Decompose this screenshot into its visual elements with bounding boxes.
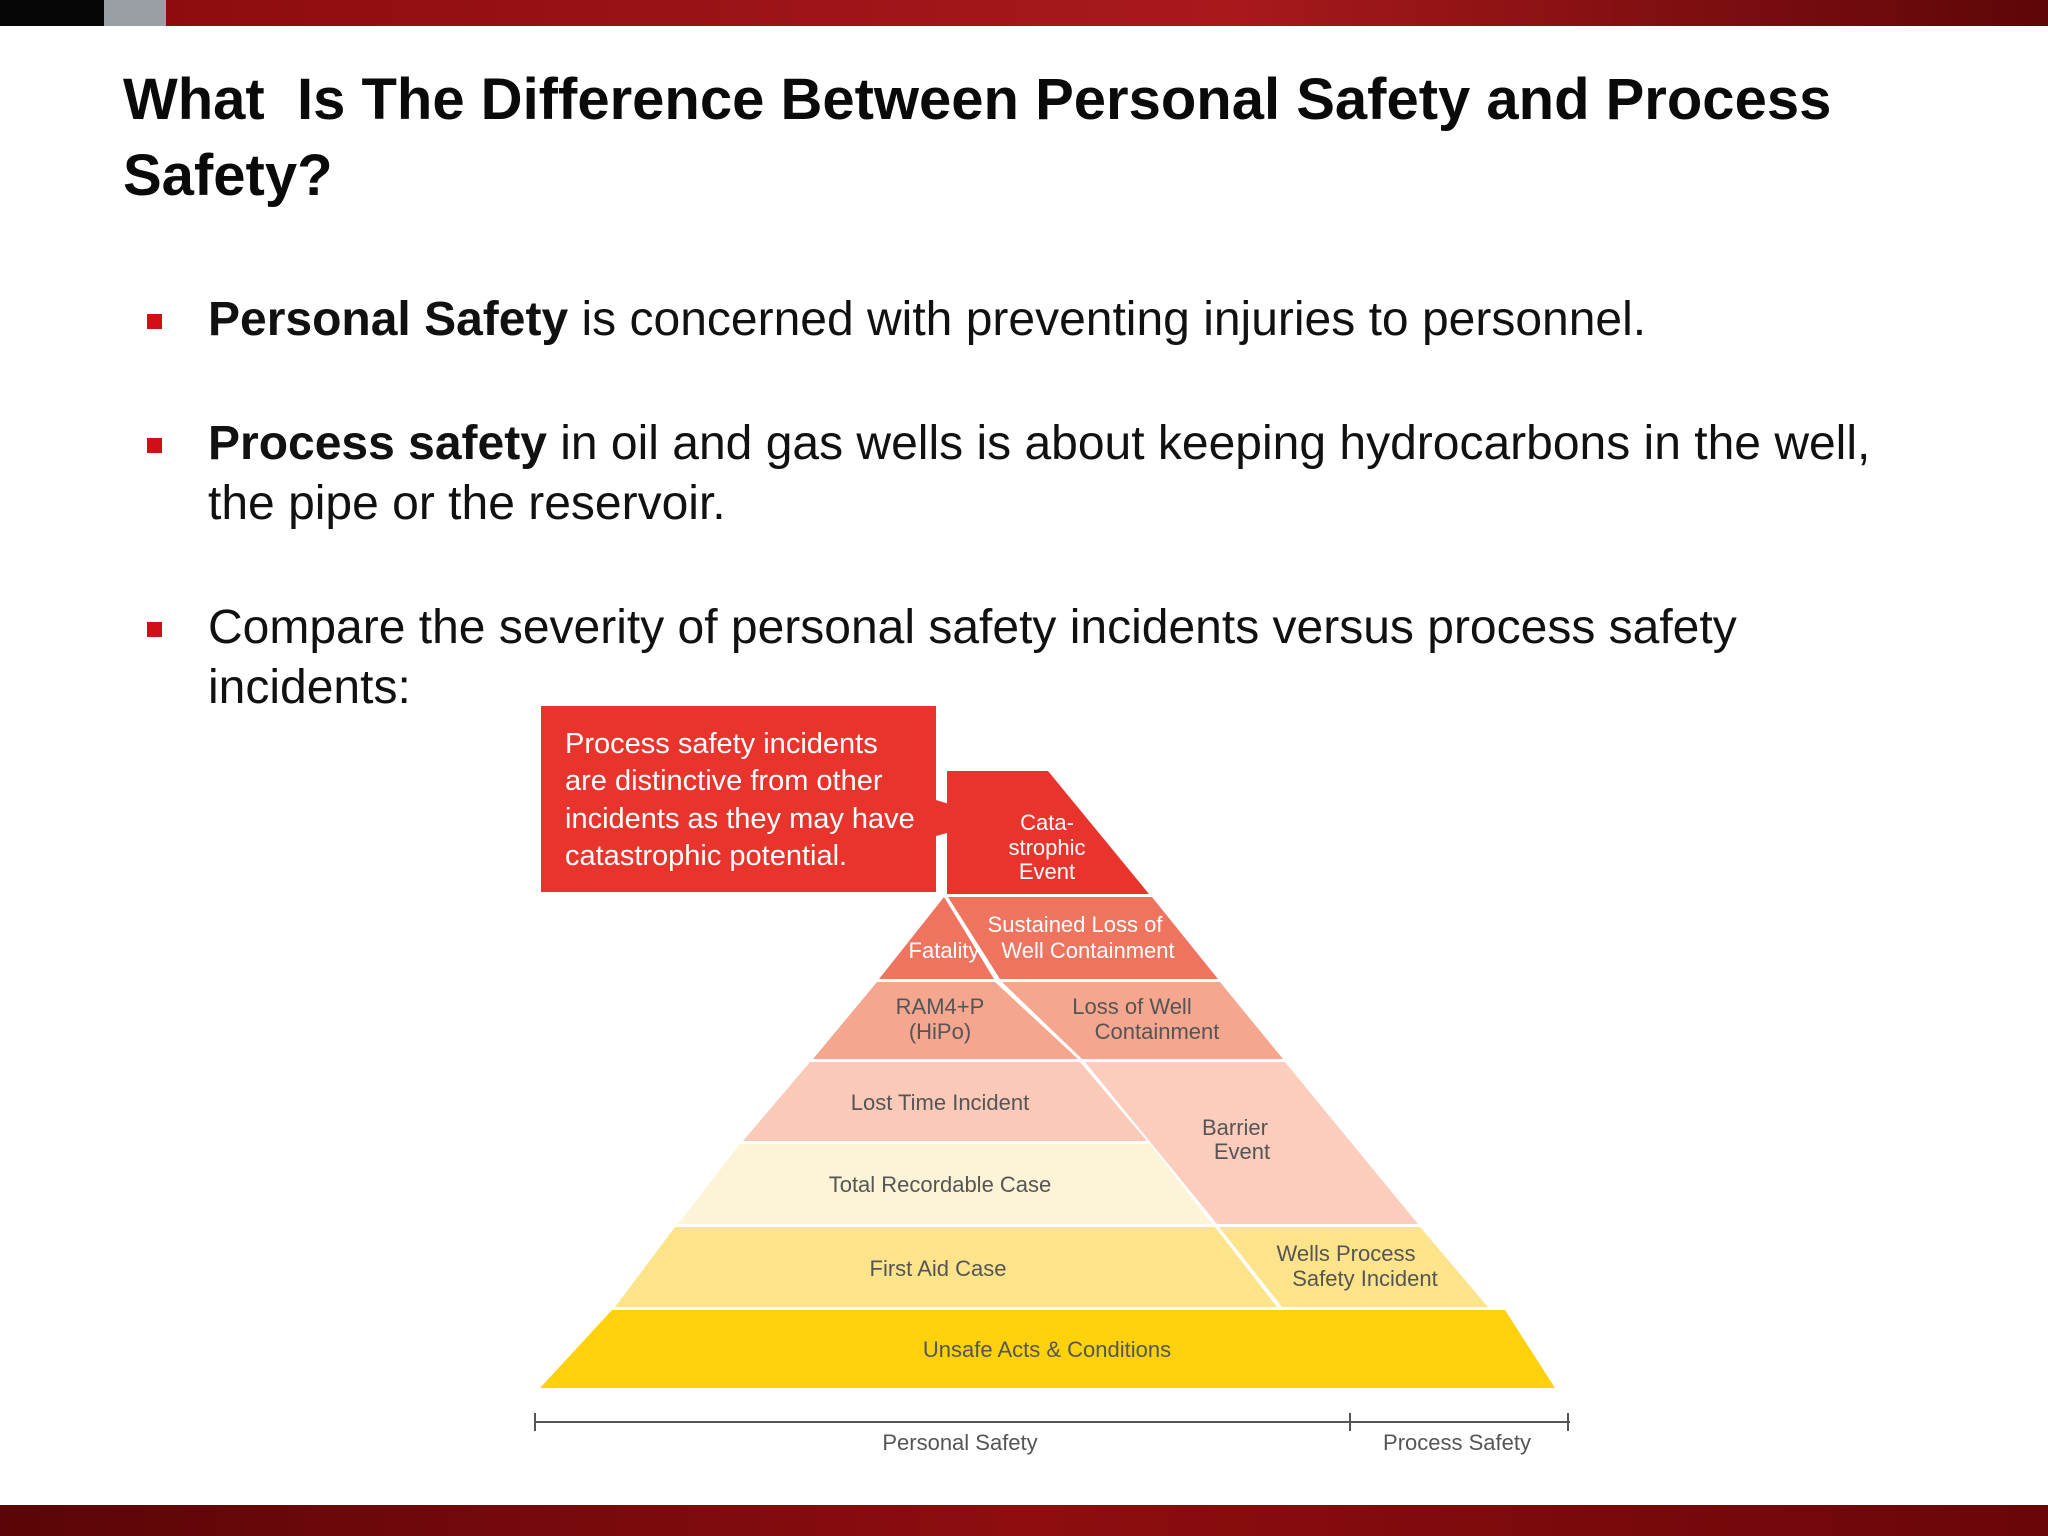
bullet-text: is concerned with preventing injuries to personnel. [568,293,1647,346]
axis-label-process-safety: Process Safety [1383,1430,1531,1455]
label-barrier-line: Event [1213,1139,1271,1164]
top-bar [0,0,2048,26]
bullet-process-safety [208,414,1928,534]
bullet-bold-term: Process safety [208,417,547,470]
axis-label-personal-safety: Personal Safety [882,1430,1038,1455]
label-first-aid: First Aid Case [869,1256,1007,1281]
bullet-personal-safety [208,290,1928,350]
slide-title: What Is The Difference Between Personal Safety and Process Safety? [123,67,1848,208]
bullet-text: Compare the severity of personal safety incidents versus process safety incidents: [208,601,1737,714]
bullet-text: in oil and gas wells is about keeping hydrocarbons in the well, the pipe or the reservoir. [208,417,1871,530]
callout-line: Process safety incidents [565,728,878,760]
callout-line: are distinctive from other [565,765,883,797]
label-ram-line: (HiPo) [908,1019,972,1044]
bullet-bold-term: Personal Safety [208,293,569,346]
top-bar-gray-block [104,0,166,26]
bullet-square-icon [147,314,162,329]
label-unsafe: Unsafe Acts & Conditions [922,1337,1172,1362]
label-loss-line: Loss of Well [1072,994,1192,1019]
label-total-recordable: Total Recordable Case [828,1172,1052,1197]
label-fatality: Fatality [908,938,980,963]
apex-label-line: Event [1018,859,1076,884]
apex-label-line: strophic [1008,835,1086,860]
label-barrier-line: Barrier [1201,1115,1269,1140]
bottom-bar [0,1505,2048,1536]
callout-line: incidents as they may have [565,803,915,835]
label-loss-line: Containment [1094,1019,1220,1044]
label-wells-line: Safety Incident [1292,1266,1438,1291]
label-lost-time: Lost Time Incident [850,1090,1030,1115]
label-wells-line: Wells Process [1276,1241,1416,1266]
top-bar-black-block [0,0,104,26]
label-sustained-line: Well Containment [1001,938,1175,963]
safety-pyramid-diagram [520,700,1580,1470]
bullet-square-icon [147,622,162,637]
apex-label-line: Cata- [1020,810,1074,835]
label-ram-line: RAM4+P [895,994,985,1019]
callout-line: catastrophic potential. [565,840,848,872]
label-sustained-line: Sustained Loss of [987,912,1163,937]
bullet-square-icon [147,438,162,453]
